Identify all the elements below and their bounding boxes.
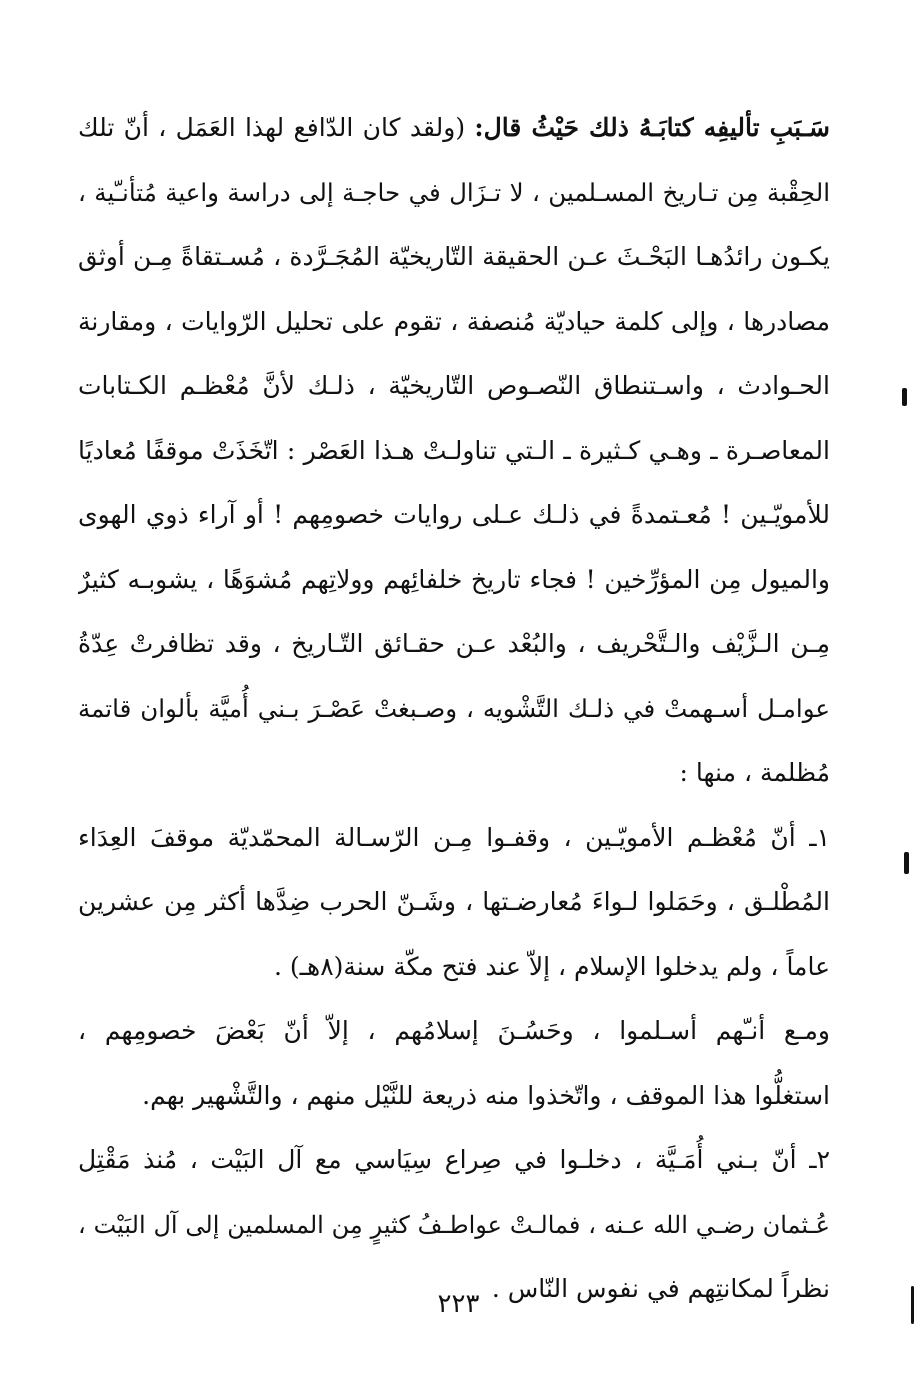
- text-line-17: ٢ـ أنّ بـني أُمَـيَّة ، دخلـوا في صِراع سِيَاسي مع آل البَيْت ، مُنذ مَقْتِل: [78, 1145, 830, 1174]
- text-line-18: عُـثمان رضـي الله عـنه ، فمالـتْ عواطـفُ كثيرٍ مِن المسلمين إلى آل البَيْت ،: [78, 1210, 830, 1239]
- text-line-10: عوامـل أسـهمتْ في ذلـك التَّشْويه ، وصـبغتْ عَصْـرَ بـني أُميَّة بألوان قاتمة: [78, 693, 830, 723]
- text-line-6: المعاصـرة ـ وهـي كـثيرة ـ الـتي تناولـتْ هـذا العَصْر : اتّخَذَتْ موقفًا مُعاديًا: [78, 435, 830, 465]
- text-line-13: المُطْلـق ، وحَمَلوا لـواءَ مُعارضـتها ، وشَـنّ الحرب ضِدَّها أكثر مِن عشرين: [78, 887, 830, 916]
- text-line-8: والميول مِن المؤرِّخين ! فجاء تاريخ خلفائِهم وولاتِهم مُشوَهًا ، يشوبـه كثيرٌ: [78, 564, 830, 594]
- text-line-11: مُظلمة ، منها :: [679, 758, 830, 787]
- text-line-4: مصادرها ، وإلى كلمة حياديّة مُنصفة ، تقوم على تحليل الرّوايات ، ومقارنة: [78, 306, 830, 336]
- text-line-1: [78, 96, 830, 161]
- scan-edge-mark: [911, 1286, 914, 1324]
- text-line-2: الحِقْبة مِن تـاريخ المسـلمين ، لا تـزَال في حاجـة إلى دراسة واعية مُتأنـّية ،: [78, 177, 830, 207]
- text-line-12: ١ـ أنّ مُعْظـم الأمويّـين ، وقفـوا مِـن الرّسـالة المحمّديّة موقفَ العِدَاء: [78, 822, 830, 852]
- bold-lead-in: سَـبَبِ تأليفِه كتابَـهُ ذلك حَيْثُ قال:: [474, 113, 830, 142]
- scan-edge-mark: [902, 388, 907, 406]
- text-line-16: استغلُّوا هذا الموقف ، واتّخذوا منه ذريعة للنَّيْل منهم ، والتَّشْهير بهم.: [142, 1080, 830, 1110]
- text-line-3: يكـون رائدُهـا البَحْـثَ عـن الحقيقة التّاريخيّة المُجَـرَّدة ، مُسـتقاةً مِـن أوثق: [78, 242, 830, 271]
- text-line-15: ومـع أنـّهم أسـلموا ، وحَسُـنَ إسلامُهم ، إلاّ أنّ بَعْضَ خصومِهم ،: [78, 1016, 830, 1045]
- scan-edge-mark: [904, 852, 909, 874]
- line-text: (ولقد كان الدّافع لهذا العَمَل ، أنّ تلك: [78, 113, 475, 142]
- text-line-14: عاماً ، ولم يدخلوا الإسلام ، إلاّ عند فتح مكّة سنة(٨هـ) .: [274, 951, 830, 981]
- text-line-5: الحـوادث ، واسـتنطاق النّصـوص التّاريخيّة ، ذلـك لأنَّ مُعْظـم الكـتابات: [78, 371, 830, 400]
- text-line-7: للأمويّـين ! مُعـتمدةً في ذلـك عـلى روايات خصومِهم ! أو آراء ذوي الهوى: [78, 500, 830, 529]
- text-line-9: مِـن الـزَّيْف والـتَّحْريف ، والبُعْد عـن حقـائق التّـاريخ ، وقد تظافرتْ عِدّةُ: [78, 629, 830, 658]
- page-number: ٢٢٣: [437, 1289, 480, 1319]
- text-line-19: نظراً لمكانتِهم في نفوس النّاس .: [491, 1274, 830, 1303]
- body-text: [78, 96, 830, 1322]
